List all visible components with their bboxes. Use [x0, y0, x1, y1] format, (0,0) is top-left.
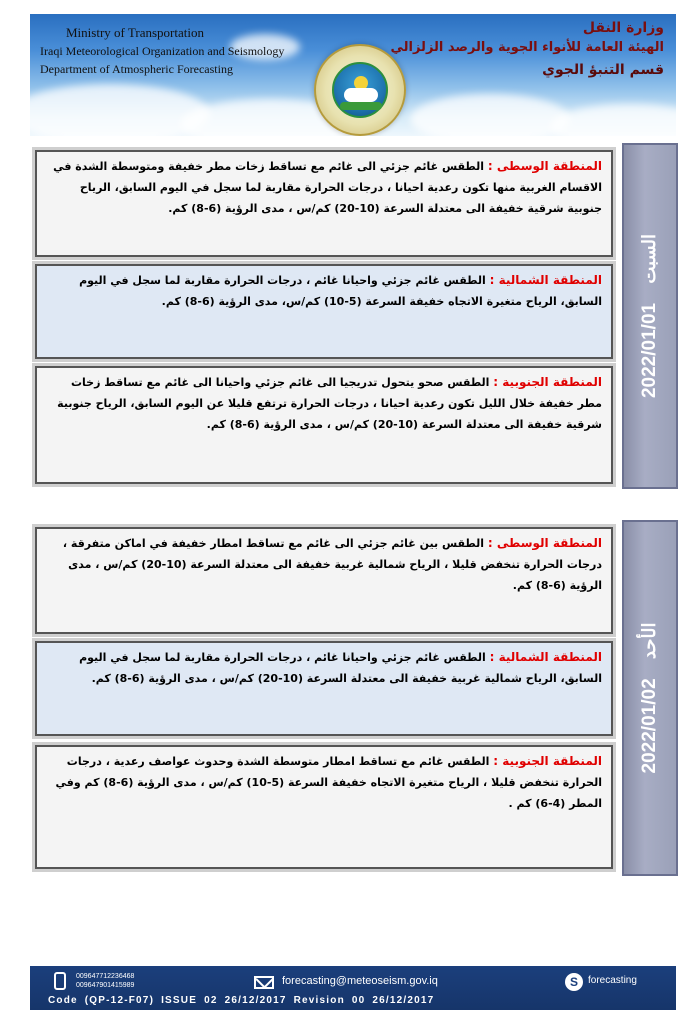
phone-number: 009647712236468 — [76, 973, 135, 980]
forecast-entry-central — [35, 150, 613, 257]
email-address: forecasting@meteoseism.gov.iq — [282, 975, 438, 987]
day-label — [639, 234, 661, 398]
forecast-text: الطقس صحو يتحول تدريجيا الى غائم جزئي واحيانا الى غائم مع تساقط زخات مطر خفيفة خلال الليل تكون رعدية احيانا ، درجات الحرارة ترتفع قليلا عن اليوم السابق، الرياح جنوبية شرقية خفيفة الى معتدلة السرعة (10-20) كم/س ، مدى الرؤية (6-8) كم. — [57, 376, 602, 431]
english-org-block — [40, 24, 284, 78]
organization-name-en: Iraqi Meteorological Organization and Seismology — [40, 44, 285, 58]
phone-numbers — [76, 972, 134, 990]
region-label: المنطقة الشمالية : — [489, 273, 602, 287]
forecast-text: الطقس غائم مع تساقط امطار متوسطة الشدة وحدوث عواصف رعدية ، درجات الحرارة تنخفض قليلا ، الرياح متغيرة الاتجاه خفيفة السرعة (5-10) كم/س ، مدى الرؤية (6-8) كم وفي المطر (4-6) كم . — [55, 755, 602, 810]
forecast-entry-central — [35, 527, 613, 634]
forecast-day-2 — [30, 520, 678, 876]
day-name: الأحد — [639, 622, 659, 660]
region-label: المنطقة الشمالية : — [489, 650, 602, 664]
ministry-title-ar: وزارة النقل — [582, 20, 664, 36]
forecast-entry-south — [35, 745, 613, 869]
forecast-day-1 — [30, 143, 678, 489]
region-label: المنطقة الجنوبية : — [493, 375, 602, 389]
forecast-text: الطقس غائم جزئي الى غائم مع تساقط زخات مطر خفيفة ومتوسطة الشدة في الاقسام الغربية منها تكون رعدية احيانا ، درجات الحرارة مقاربة لما سجل في اليوم السابق، الرياح جنوبية شرقية خفيفة الى معتدلة السرعة (10-20) كم/س ، مدى الرؤية (6-8) كم. — [53, 160, 602, 215]
document-footer — [30, 966, 676, 1010]
day-date: 2022/01/02 — [639, 678, 660, 774]
forecast-entry-south — [35, 366, 613, 484]
forecast-text: الطقس بين غائم جزئي الى غائم مع تساقط امطار خفيفة في اماكن متفرقة ، درجات الحرارة تنخفض قليلا ، الرياح شمالية غربية خفيفة الى معتدلة السرعة (10-20) كم/س ، مدى الرؤية (6-8) كم. — [62, 537, 602, 592]
forecast-entry-north — [35, 264, 613, 359]
forecast-entry-north — [35, 641, 613, 736]
phone-icon — [54, 972, 66, 990]
region-label: المنطقة الوسطى : — [487, 159, 602, 173]
document-header — [30, 14, 676, 136]
skype-icon: S — [565, 973, 583, 991]
cloud-decoration — [550, 104, 676, 136]
forecast-text: الطقس غائم جزئي واحيانا غائم ، درجات الحرارة مقاربة لما سجل في اليوم السابق، الرياح شمالية غربية خفيفة الى معتدلة السرعة (10-20) كم/س ، مدى الرؤية (6-8) كم. — [79, 651, 602, 685]
day-tab — [622, 520, 678, 876]
logo-emblem-icon — [332, 62, 388, 118]
department-name-ar: قسم التنبؤ الجوي — [542, 62, 664, 78]
ministry-title-en: Ministry of Transportation — [66, 25, 204, 40]
day-tab — [622, 143, 678, 489]
region-label: المنطقة الجنوبية : — [493, 754, 602, 768]
skype-handle: forecasting — [588, 975, 637, 986]
forecast-text: الطقس غائم جزئي واحيانا غائم ، درجات الحرارة مقاربة لما سجل في اليوم السابق، الرياح متغيرة الاتجاه خفيفة السرعة (5-10) كم/س، مدى الرؤية (6-8) كم. — [79, 274, 602, 308]
day-label — [639, 623, 661, 774]
mail-icon — [254, 976, 274, 989]
document-code-line: Code (QP-12-F07) ISSUE 02 26/12/2017 Revision 00 26/12/2017 — [48, 995, 435, 1006]
day-name: السبت — [639, 233, 659, 284]
arabic-org-block — [390, 18, 664, 82]
phone-number: 009647901415989 — [76, 982, 135, 989]
region-label: المنطقة الوسطى : — [487, 536, 602, 550]
cloud-decoration — [410, 94, 570, 136]
organization-name-ar: الهيئة العامة للأنواء الجوية والرصد الزلزالي — [390, 40, 664, 55]
department-name-en: Department of Atmospheric Forecasting — [40, 62, 233, 76]
day-date: 2022/01/01 — [639, 302, 660, 399]
